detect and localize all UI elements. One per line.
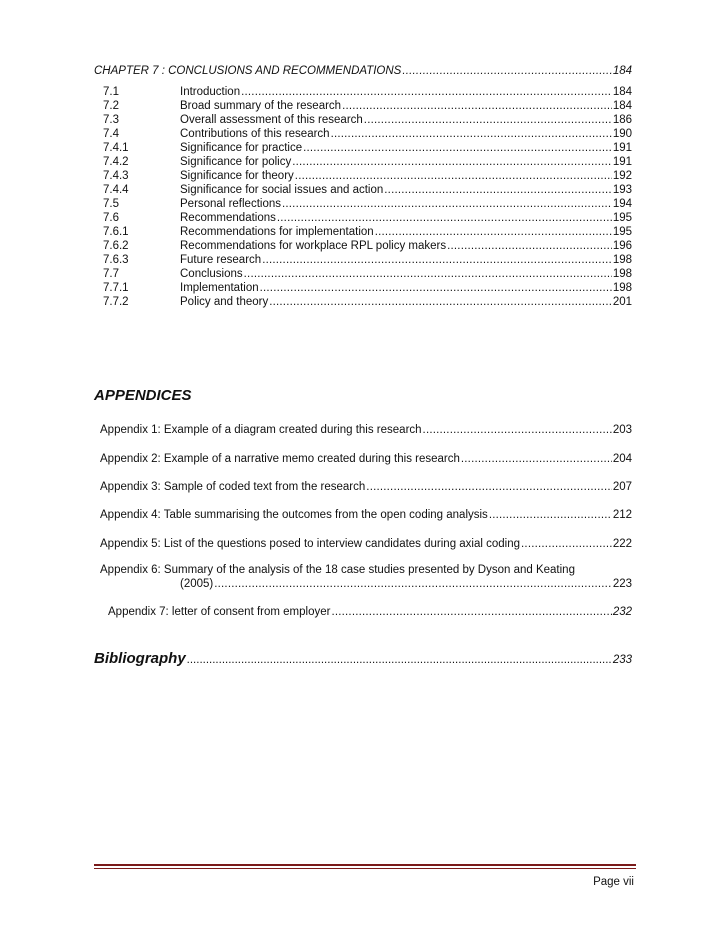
toc-page-number: 232	[612, 606, 632, 618]
toc-entry-number: 7.4.2	[103, 156, 129, 168]
toc-entry-title: Recommendations for implementation	[180, 226, 374, 238]
toc-page-number: 198	[612, 254, 632, 266]
toc-page-number: 191	[612, 142, 632, 154]
toc-chapter-7[interactable]	[94, 65, 632, 78]
toc-chapter-title: CHAPTER 7 : CONCLUSIONS AND RECOMMENDATIONS	[94, 65, 402, 77]
toc-leader	[244, 268, 612, 281]
toc-leader	[214, 578, 612, 591]
toc-leader	[262, 254, 612, 267]
toc-leader	[402, 65, 611, 78]
toc-entry[interactable]	[94, 114, 632, 127]
toc-appendix-entry[interactable]	[94, 481, 632, 494]
toc-entry[interactable]	[94, 170, 632, 183]
toc-leader	[366, 481, 612, 494]
toc-entry-number: 7.4.4	[103, 184, 129, 196]
toc-leader	[375, 226, 612, 239]
toc-entry-number: 7.1	[103, 86, 119, 98]
toc-entry-number: 7.7.1	[103, 282, 129, 294]
toc-leader	[461, 453, 612, 466]
toc-leader	[447, 240, 612, 253]
toc-entry-title: (2005)	[180, 578, 214, 590]
toc-entry-number: 7.7	[103, 268, 119, 280]
toc-entry-title: Appendix 2: Example of a narrative memo created during this research	[100, 453, 460, 465]
toc-entry-number: 7.6.2	[103, 240, 129, 252]
toc-entry[interactable]	[94, 212, 632, 225]
toc-page-number: 196	[612, 240, 632, 252]
toc-entry-title: Appendix 5: List of the questions posed to interview candidates during axial coding	[100, 538, 521, 550]
appendices-heading: APPENDICES	[94, 387, 192, 404]
toc-page-number: 184	[612, 86, 632, 98]
toc-leader	[187, 654, 612, 666]
toc-entry[interactable]	[94, 254, 632, 267]
toc-leader	[303, 142, 612, 155]
toc-entry-title: Significance for theory	[180, 170, 294, 182]
toc-entry-number: 7.6	[103, 212, 119, 224]
toc-entry[interactable]	[94, 142, 632, 155]
toc-entry[interactable]	[94, 282, 632, 295]
toc-entry-title: Future research	[180, 254, 262, 266]
toc-page-number: 190	[612, 128, 632, 140]
toc-entry[interactable]	[94, 184, 632, 197]
toc-entry-title: Policy and theory	[180, 296, 269, 308]
toc-entry[interactable]	[94, 198, 632, 211]
footer-rule	[94, 864, 636, 866]
toc-page-number: 201	[612, 296, 632, 308]
toc-entry[interactable]	[94, 268, 632, 281]
toc-entry[interactable]	[94, 240, 632, 253]
toc-entry-title: Recommendations for workplace RPL policy makers	[180, 240, 447, 252]
bibliography-title: Bibliography	[94, 650, 186, 667]
toc-leader	[331, 606, 611, 619]
toc-page-number: 198	[612, 268, 632, 280]
toc-leader	[260, 282, 612, 295]
toc-leader	[277, 212, 612, 225]
toc-page-number: 184	[612, 100, 632, 112]
toc-appendix-entry[interactable]	[94, 606, 632, 619]
toc-entry-number: 7.7.2	[103, 296, 129, 308]
toc-leader	[292, 156, 612, 169]
toc-entry-number: 7.4.1	[103, 142, 129, 154]
toc-entry-title: Conclusions	[180, 268, 243, 280]
toc-page-number: 192	[612, 170, 632, 182]
toc-page-number: 193	[612, 184, 632, 196]
toc-appendix-6-line-2[interactable]	[180, 578, 632, 591]
toc-leader	[295, 170, 612, 183]
toc-entry-number: 7.6.1	[103, 226, 129, 238]
toc-leader	[489, 509, 612, 522]
toc-leader	[364, 114, 612, 127]
toc-page-number: 186	[612, 114, 632, 126]
toc-entry-title: Appendix 1: Example of a diagram created during this research	[100, 424, 422, 436]
toc-leader	[269, 296, 612, 309]
toc-page-number: 191	[612, 156, 632, 168]
toc-page-number: 198	[612, 282, 632, 294]
toc-appendix-entry[interactable]	[94, 453, 632, 466]
toc-leader	[384, 184, 612, 197]
toc-page-number: 233	[612, 654, 632, 666]
toc-leader	[521, 538, 612, 551]
toc-entry[interactable]	[94, 156, 632, 169]
toc-appendix-6-line-1[interactable]: Appendix 6: Summary of the analysis of the 18 case studies presented by Dyson and Keating	[100, 564, 575, 576]
toc-entry[interactable]	[94, 226, 632, 239]
toc-appendix-entry[interactable]	[94, 509, 632, 522]
toc-entry-title: Appendix 4: Table summarising the outcomes from the open coding analysis	[100, 509, 488, 521]
toc-entry-title: Overall assessment of this research	[180, 114, 363, 126]
toc-appendix-entry[interactable]	[94, 424, 632, 437]
toc-page-number: 223	[612, 578, 632, 590]
toc-entry-title: Appendix 3: Sample of coded text from the research	[100, 481, 366, 493]
toc-entry-title: Broad summary of the research	[180, 100, 342, 112]
toc-page-number: 222	[612, 538, 632, 550]
toc-entry-number: 7.4	[103, 128, 119, 140]
toc-bibliography[interactable]	[94, 650, 632, 667]
toc-page-number: 207	[612, 481, 632, 493]
toc-appendix-entry[interactable]	[94, 538, 632, 551]
toc-leader	[423, 424, 612, 437]
toc-entry[interactable]	[94, 86, 632, 99]
toc-entry-title: Contributions of this research	[180, 128, 330, 140]
toc-page-number: 194	[612, 198, 632, 210]
toc-entry-title: Recommendations	[180, 212, 276, 224]
toc-leader	[282, 198, 612, 211]
toc-entry[interactable]	[94, 296, 632, 309]
footer-page-number: Page vii	[593, 876, 634, 888]
toc-page-number: 204	[612, 453, 632, 465]
toc-entry-title: Significance for practice	[180, 142, 303, 154]
toc-leader	[342, 100, 612, 113]
toc-entry-title: Implementation	[180, 282, 259, 294]
toc-leader	[241, 86, 612, 99]
toc-page-number: 195	[612, 226, 632, 238]
toc-entry-title: Appendix 7: letter of consent from employer	[108, 606, 331, 618]
toc-page-number: 195	[612, 212, 632, 224]
toc-leader	[331, 128, 612, 141]
toc-entry-title: Significance for social issues and action	[180, 184, 384, 196]
toc-entry-number: 7.2	[103, 100, 119, 112]
toc-entry-number: 7.3	[103, 114, 119, 126]
toc-entry-title: Personal reflections	[180, 198, 281, 210]
toc-entry-title: Introduction	[180, 86, 241, 98]
toc-entry-number: 7.4.3	[103, 170, 129, 182]
toc-entry-number: 7.6.3	[103, 254, 129, 266]
toc-entry[interactable]	[94, 100, 632, 113]
toc-page-number: 203	[612, 424, 632, 436]
toc-entry-title: Significance for policy	[180, 156, 292, 168]
toc-page-number: 212	[612, 509, 632, 521]
toc-entry[interactable]	[94, 128, 632, 141]
toc-page-number: 184	[612, 65, 632, 77]
toc-entry-number: 7.5	[103, 198, 119, 210]
footer-rule	[94, 868, 636, 869]
